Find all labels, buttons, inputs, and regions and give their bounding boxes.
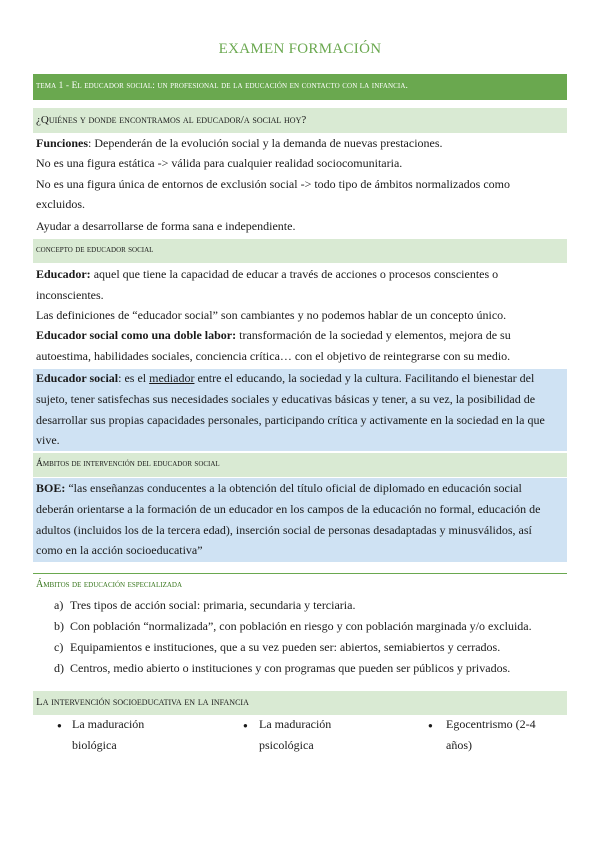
section-divider [33,573,567,574]
section-heading-infancia-text: La intervención socioeducativa en la infancia [36,696,249,708]
funciones-line [36,135,564,151]
bullet-item-maduracion-psicologica [259,714,409,756]
mediador-line-4: vive. [36,433,60,447]
list-item: Equipamientos e instituciones, que a su vez pueden ser: abiertos, semiabiertos y cerrados. [70,640,501,654]
mediador-line-3: desarrollar sus propias capacidades personales, participando crítica y activamente en la sociedad en la que [36,413,545,427]
ayudar-line: Ayudar a desarrollarse de forma sana e independiente. [36,219,296,233]
mediador-word: mediador [149,371,195,385]
doble-labor-text: transformación de la sociedad y elementos, mejora de su [236,328,511,342]
bullet-icon: ● [57,721,62,730]
bullet-item-maduracion-biologica [72,714,222,756]
section-heading-infancia [33,691,567,715]
section-heading-educacion-especializada: Ámbitos de educación especializada [36,579,183,590]
figura-unica-line-cont: excluidos. [36,197,85,211]
educador-line [36,266,564,282]
mediador-text-1: : es el [118,371,150,385]
section-heading-ambitos-intervencion-text: Ámbitos de intervención del educador social [36,459,220,469]
mediador-text-2: entre el educando, la sociedad y la cultura. Facilitando el bienestar del [194,371,535,385]
mediador-line-2: sujeto, tener satisfechas sus necesidades sociales y educativas básicas y tener, a su vez, la posibilidad de [36,392,536,406]
list-item: Tres tipos de acción social: primaria, secundaria y terciaria. [70,598,356,612]
boe-line-4: como en la acción socioeducativa” [36,543,203,557]
boe-line-2: deberán orientarse a la formación de un educador en los campos de la educación no formal, educación de [36,502,541,516]
bullet-icon: ● [243,721,248,730]
mediador-label: Educador social [36,371,119,385]
educador-text: aquel que tiene la capacidad de educar a través de acciones o procesos conscientes o [90,267,499,281]
doble-labor-line [36,327,564,343]
bullet-item-line: La maduración [72,717,145,731]
list-item: Con población “normalizada”, con población en riesgo y con población marginada y/o excluida. [70,619,532,633]
section-heading-concepto-text: concepto de educador social [36,245,154,255]
section-heading-concepto [33,239,567,263]
boe-label: BOE: [36,481,66,495]
boe-line [36,480,564,496]
educador-line-cont: inconscientes. [36,288,104,302]
bullet-icon: ● [428,721,433,730]
mediador-line [36,370,564,386]
section-heading-quienes-text: ¿Quiénes y donde encontramos al educador/a social hoy? [36,114,307,126]
list-item-marker: a) [54,598,64,612]
definiciones-line: Las definiciones de “educador social” son cambiantes y no podemos hablar de un concepto único. [36,308,507,322]
page-title: EXAMEN FORMACIÓN [218,41,382,57]
doble-labor-label: Educador social como una doble labor: [36,328,237,342]
bullet-item-line: años) [446,738,472,752]
bullet-item-line: biológica [72,738,117,752]
bullet-item-egocentrismo [446,714,576,756]
doble-labor-line-cont: autoestima, habilidades sociales, conciencia crítica… con el objetivo de reintegrarse con su medio. [36,349,511,363]
figura-unica-line: No es una figura única de entornos de exclusión social -> todo tipo de ámbitos normalizados como [36,177,510,191]
educador-label: Educador: [36,267,91,281]
figura-estatica-line: No es una figura estática -> válida para cualquier realidad sociocomunitaria. [36,156,403,170]
funciones-text: : Dependerán de la evolución social y la demanda de nuevas prestaciones. [88,136,443,150]
list-item-marker: d) [54,661,64,675]
bullet-item-line: psicológica [259,738,314,752]
list-item-marker: c) [54,640,64,654]
section-heading-quienes [33,108,567,133]
tema-heading: tema 1 - El educador social: un profesional de la educación en contacto con la infancia. [33,74,567,100]
bullet-item-line: La maduración [259,717,332,731]
funciones-label: Funciones [36,136,89,150]
section-heading-ambitos-intervencion [33,453,567,477]
boe-text: “las enseñanzas conducentes a la obtención del título oficial de diplomado en educación social [65,481,522,495]
bullet-item-line: Egocentrismo (2-4 [446,717,536,731]
boe-line-3: adultos (incluidos los de la tercera edad), inserción social de personas desadaptadas y minusválidos, así [36,523,532,537]
list-item-marker: b) [54,619,64,633]
list-item: Centros, medio abierto o instituciones y con programas que pueden ser públicos y privados. [70,661,511,675]
